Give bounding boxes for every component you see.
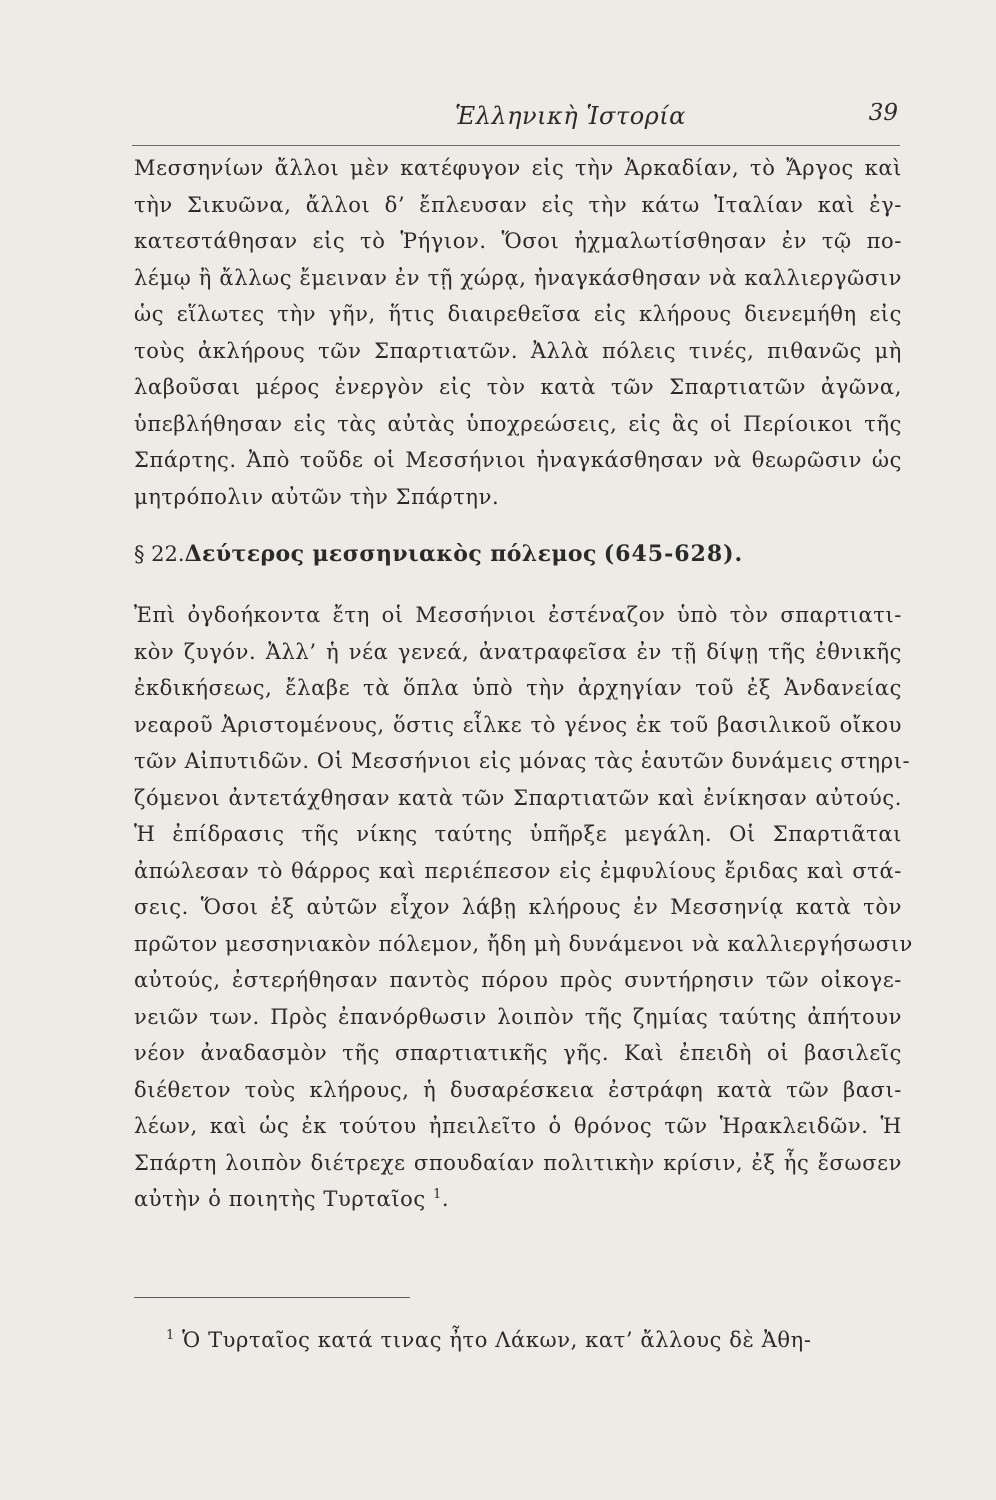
text-line: τῶν Αἰπυτιδῶν. Οἱ Μεσσήνιοι εἰς μόνας τὰς ἑαυτῶν δυνάμεις στηρι- bbox=[134, 749, 911, 773]
text-line: λαβοῦσαι μέρος ἐνεργὸν εἰς τὸν κατὰ τῶν Σπαρτιατῶν ἀγῶνα, bbox=[134, 375, 902, 399]
text-line: ἐκδικήσεως, ἔλαβε τὰ ὅπλα ὑπὸ τὴν ἀρχηγίαν τοῦ ἐξ Ἀνδανείας bbox=[134, 676, 902, 700]
text-line: Ἐπὶ ὀγδοήκοντα ἔτη οἱ Μεσσήνιοι ἐστέναζον ὑπὸ τὸν σπαρτιατι- bbox=[134, 603, 902, 627]
text-line: μητρόπολιν αὐτῶν τὴν Σπάρτην. bbox=[134, 484, 500, 509]
section-title: Δεύτερος μεσσηνιακὸς πόλεμος bbox=[184, 541, 597, 567]
text-line: Ἡ ἐπίδρασις τῆς νίκης ταύτης ὑπῆρξε μεγάλη. Οἱ Σπαρτιᾶται bbox=[134, 822, 902, 846]
text-line: ἀπώλεσαν τὸ θάρρος καὶ περιέπεσον εἰς ἐμφυλίους ἔριδας καὶ στά- bbox=[134, 858, 902, 883]
running-title: Ἑλληνικὴ Ἱστορία bbox=[455, 102, 686, 130]
text-line: ὑπεβλήθησαν εἰς τὰς αὐτὰς ὑποχρεώσεις, εἰς ἃς οἱ Περίοικοι τῆς bbox=[134, 411, 902, 436]
text-line: ζόμενοι ἀντετάχθησαν κατὰ τῶν Σπαρτιατῶν καὶ ἐνίκησαν αὐτούς. bbox=[134, 785, 902, 810]
paragraph-2 bbox=[134, 597, 913, 1218]
footnote bbox=[166, 1322, 902, 1358]
text-line: λέων, καὶ ὡς ἐκ τούτου ἠπειλεῖτο ὁ θρόνος τῶν Ἡρακλειδῶν. Ἡ bbox=[134, 1114, 902, 1138]
paragraph-1 bbox=[134, 150, 902, 515]
text-line: Σπάρτης. Ἀπὸ τοῦδε οἱ Μεσσήνιοι ἠναγκάσθησαν νὰ θεωρῶσιν ὡς bbox=[134, 448, 902, 472]
text-line: αὐτούς, ἐστερήθησαν παντὸς πόρου πρὸς συντήρησιν τῶν οἰκογε- bbox=[134, 968, 902, 992]
page-body bbox=[134, 150, 913, 1218]
text-line: ὡς εἵλωτες τὴν γῆν, ἥτις διαιρεθεῖσα εἰς κλήρους διενεμήθη εἰς bbox=[134, 302, 902, 326]
text-line: διέθετον τοὺς κλήρους, ἡ δυσαρέσκεια ἐστράφη κατὰ τῶν βασι- bbox=[134, 1077, 902, 1102]
header-rule bbox=[132, 145, 900, 146]
footnote-marker: 1 bbox=[166, 1328, 175, 1343]
text-line: νειῶν των. Πρὸς ἐπανόρθωσιν λοιπὸν τῆς ζημίας ταύτης ἀπήτουν bbox=[134, 1004, 902, 1029]
page-number: 39 bbox=[868, 100, 898, 126]
text-line: κὸν ζυγόν. Ἀλλ’ ἡ νέα γενεά, ἀνατραφεῖσα ἐν τῇ δίψῃ τῆς ἐθνικῆς bbox=[134, 639, 902, 664]
text-line: τοὺς ἀκλήρους τῶν Σπαρτιατῶν. Ἀλλὰ πόλεις τινές, πιθανῶς μὴ bbox=[134, 338, 902, 363]
text-line: νέον ἀναδασμὸν τῆς σπαρτιατικῆς γῆς. Καὶ ἐπειδὴ οἱ βασιλεῖς bbox=[134, 1041, 902, 1065]
text-line: αὐτὴν ὁ ποιητὴς Τυρταῖος bbox=[134, 1187, 426, 1211]
footnote-reference[interactable]: 1 bbox=[433, 1187, 442, 1202]
text-line: σεις. Ὅσοι ἐξ αὐτῶν εἶχον λάβῃ κλήρους ἐν Μεσσηνίᾳ κατὰ τὸν bbox=[134, 895, 902, 919]
footnote-rule bbox=[134, 1297, 410, 1298]
text-line: πρῶτον μεσσηνιακὸν πόλεμον, ἤδη μὴ δυνάμενοι νὰ καλλιεργήσωσιν bbox=[134, 931, 913, 956]
footnote-text: Ὁ Τυρταῖος κατά τινας ἦτο Λάκων, κατ’ ἄλλους δὲ Ἀθη- bbox=[182, 1328, 812, 1352]
section-number: § 22. bbox=[134, 542, 185, 566]
text-line: νεαροῦ Ἀριστομένους, ὅστις εἷλκε τὸ γένος ἐκ τοῦ βασιλικοῦ οἴκου bbox=[134, 712, 902, 737]
text-line: τὴν Σικυῶνα, ἄλλοι δ’ ἔπλευσαν εἰς τὴν κάτω Ἰταλίαν καὶ ἐγ- bbox=[134, 192, 902, 217]
section-dates: (645-628). bbox=[603, 541, 744, 567]
section-heading bbox=[134, 529, 902, 579]
text-line: λέμῳ ἢ ἄλλως ἔμειναν ἐν τῇ χώρᾳ, ἠναγκάσθησαν νὰ καλλιεργῶσιν bbox=[134, 265, 902, 290]
text-line: κατεστάθησαν εἰς τὸ Ῥήγιον. Ὅσοι ἠχμαλωτίσθησαν ἐν τῷ πο- bbox=[134, 229, 902, 253]
text-line: Σπάρτη λοιπὸν διέτρεχε σπουδαίαν πολιτικὴν κρίσιν, ἐξ ἧς ἔσωσεν bbox=[134, 1150, 902, 1175]
text-line-last: αὐτὴν ὁ ποιητὴς Τυρταῖος $^1$. bbox=[134, 1187, 450, 1211]
text-line: Μεσσηνίων ἄλλοι μὲν κατέφυγον εἰς τὴν Ἀρκαδίαν, τὸ Ἄργος καὶ bbox=[134, 156, 902, 180]
